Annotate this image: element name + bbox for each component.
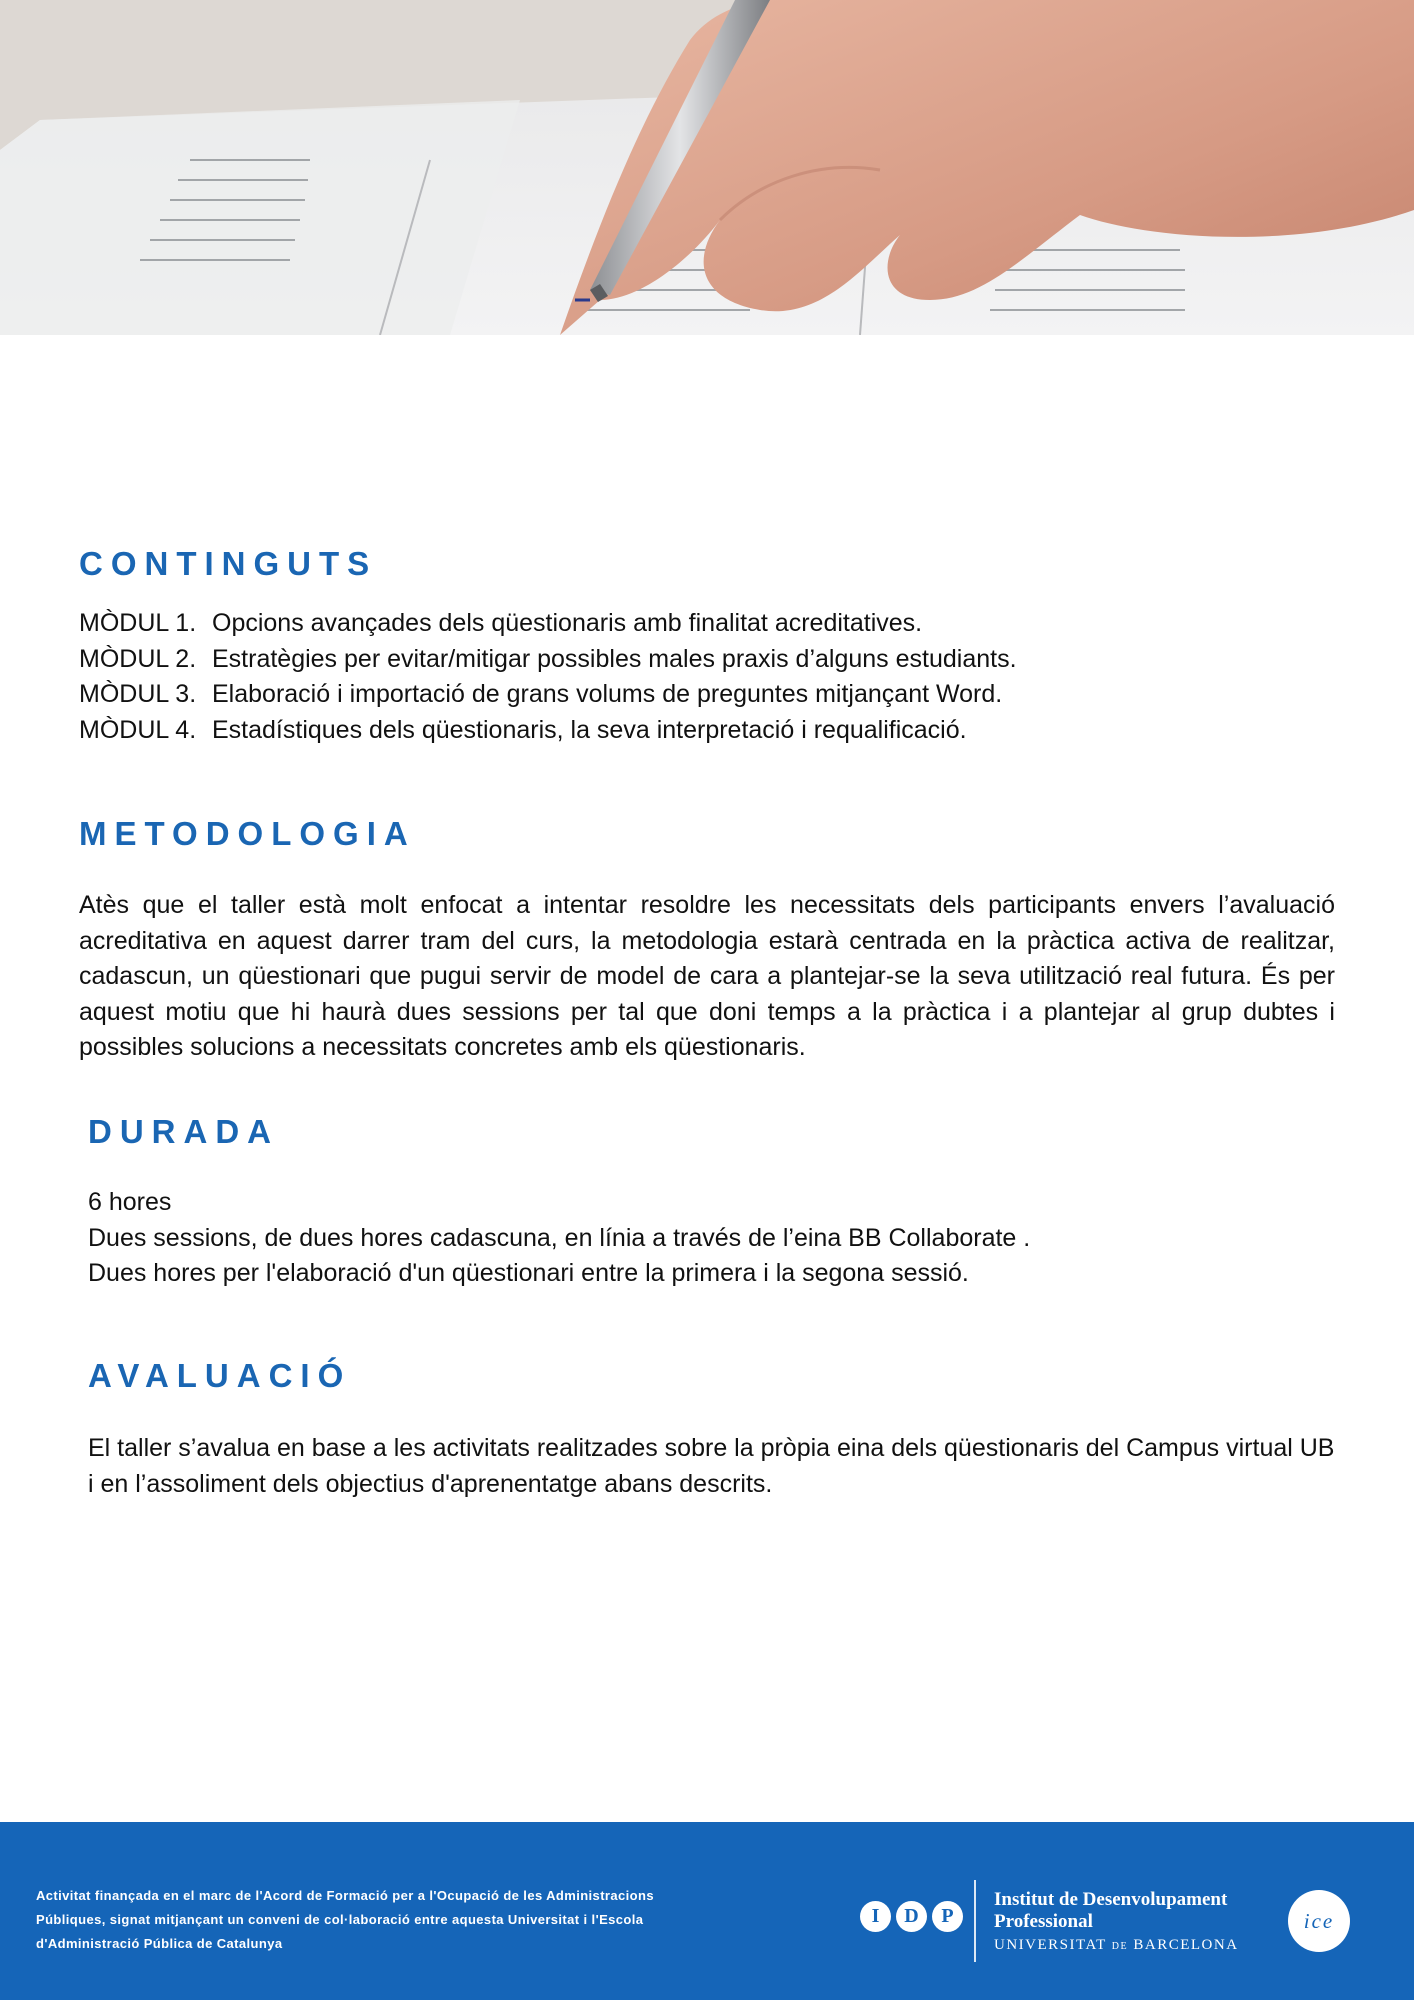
evaluation-heading: AVALUACIÓ xyxy=(88,1357,352,1394)
evaluation-line: i en l’assoliment dels objectius d'aprenentatge abans descrits. xyxy=(88,1469,773,1498)
funding-note-line: Activitat finançada en el marc de l'Acord de Formació per a l'Ocupació de les Administracions xyxy=(36,1888,654,1903)
institute-name-line: Professional xyxy=(994,1911,1093,1932)
funding-note-line: d'Administració Pública de Catalunya xyxy=(36,1936,283,1951)
university-word: DE xyxy=(1111,1941,1129,1952)
hero-image xyxy=(0,0,1414,335)
methodology-text: Atès que el taller està molt enfocat a intentar resoldre les necessitats dels participants envers l’avaluació acreditativa en aquest darrer tram del curs, la metodologia estarà centrada en la pràctica activa de realitzar, cadascun, un qüestionari que pugui servir de model de cara a plantejar-se la seva utilització real futura. És per aquest motiu que hi haurà dues sessions per tal que doni temps a la pràctica i a plantejar al grup dubtes i possibles solucions a necessitats concretes amb els qüestionaris. xyxy=(79,891,1335,1061)
module-text: Opcions avançades dels qüestionaris amb finalitat acreditatives. xyxy=(212,609,923,637)
module-item xyxy=(79,606,1017,642)
duration-extra: Dues hores per l'elaboració d'un qüestionari entre la primera i la segona sessió. xyxy=(88,1259,969,1287)
idp-letter: D xyxy=(896,1901,927,1932)
institute-name xyxy=(994,1889,1227,1933)
modules-list xyxy=(79,606,1017,748)
contents-heading: CONTINGUTS xyxy=(79,545,378,582)
module-number: MÒDUL 1. xyxy=(79,609,197,637)
idp-logo xyxy=(860,1901,963,1937)
module-number: MÒDUL 3. xyxy=(79,680,197,708)
ice-logo xyxy=(1288,1890,1350,1952)
ice-logo-text: ice xyxy=(1303,1908,1335,1933)
duration-hours: 6 hores xyxy=(88,1188,172,1216)
module-number: MÒDUL 2. xyxy=(79,644,197,673)
duration-heading: DURADA xyxy=(88,1113,279,1150)
module-item xyxy=(79,642,1017,678)
module-item xyxy=(79,713,1017,749)
institute-name-line: Institut de Desenvolupament xyxy=(994,1889,1228,1910)
module-text: Estratègies per evitar/mitigar possibles males praxis d’alguns estudiants. xyxy=(212,644,1017,673)
evaluation-text xyxy=(88,1431,1334,1502)
duration-sessions: Dues sessions, de dues hores cadascuna, en línia a través de l’eina BB Collaborate . xyxy=(88,1223,1031,1252)
logo-divider xyxy=(974,1880,976,1962)
footer xyxy=(0,1822,1414,2000)
module-text: Elaboració i importació de grans volums de preguntes mitjançant Word. xyxy=(212,680,1003,708)
university-name xyxy=(994,1937,1239,1954)
funding-note-line: Públiques, signat mitjançant un conveni de col·laboració entre aquesta Universitat i l'Escola xyxy=(36,1912,644,1927)
idp-letter: P xyxy=(932,1901,963,1932)
idp-letter: I xyxy=(860,1901,891,1932)
module-text: Estadístiques dels qüestionaris, la seva interpretació i requalificació. xyxy=(212,715,967,744)
module-number: MÒDUL 4. xyxy=(79,715,197,744)
university-word: UNIVERSITAT xyxy=(994,1937,1107,1953)
funding-note xyxy=(36,1884,726,1956)
university-word: BARCELONA xyxy=(1133,1937,1239,1953)
questionnaire-photo xyxy=(0,0,1414,335)
duration-details xyxy=(88,1185,1030,1292)
methodology-heading: METODOLOGIA xyxy=(79,815,416,852)
evaluation-line: El taller s’avalua en base a les activitats realitzades sobre la pròpia eina dels qüestionaris del Campus virtual UB xyxy=(88,1434,1335,1462)
module-item xyxy=(79,677,1017,713)
